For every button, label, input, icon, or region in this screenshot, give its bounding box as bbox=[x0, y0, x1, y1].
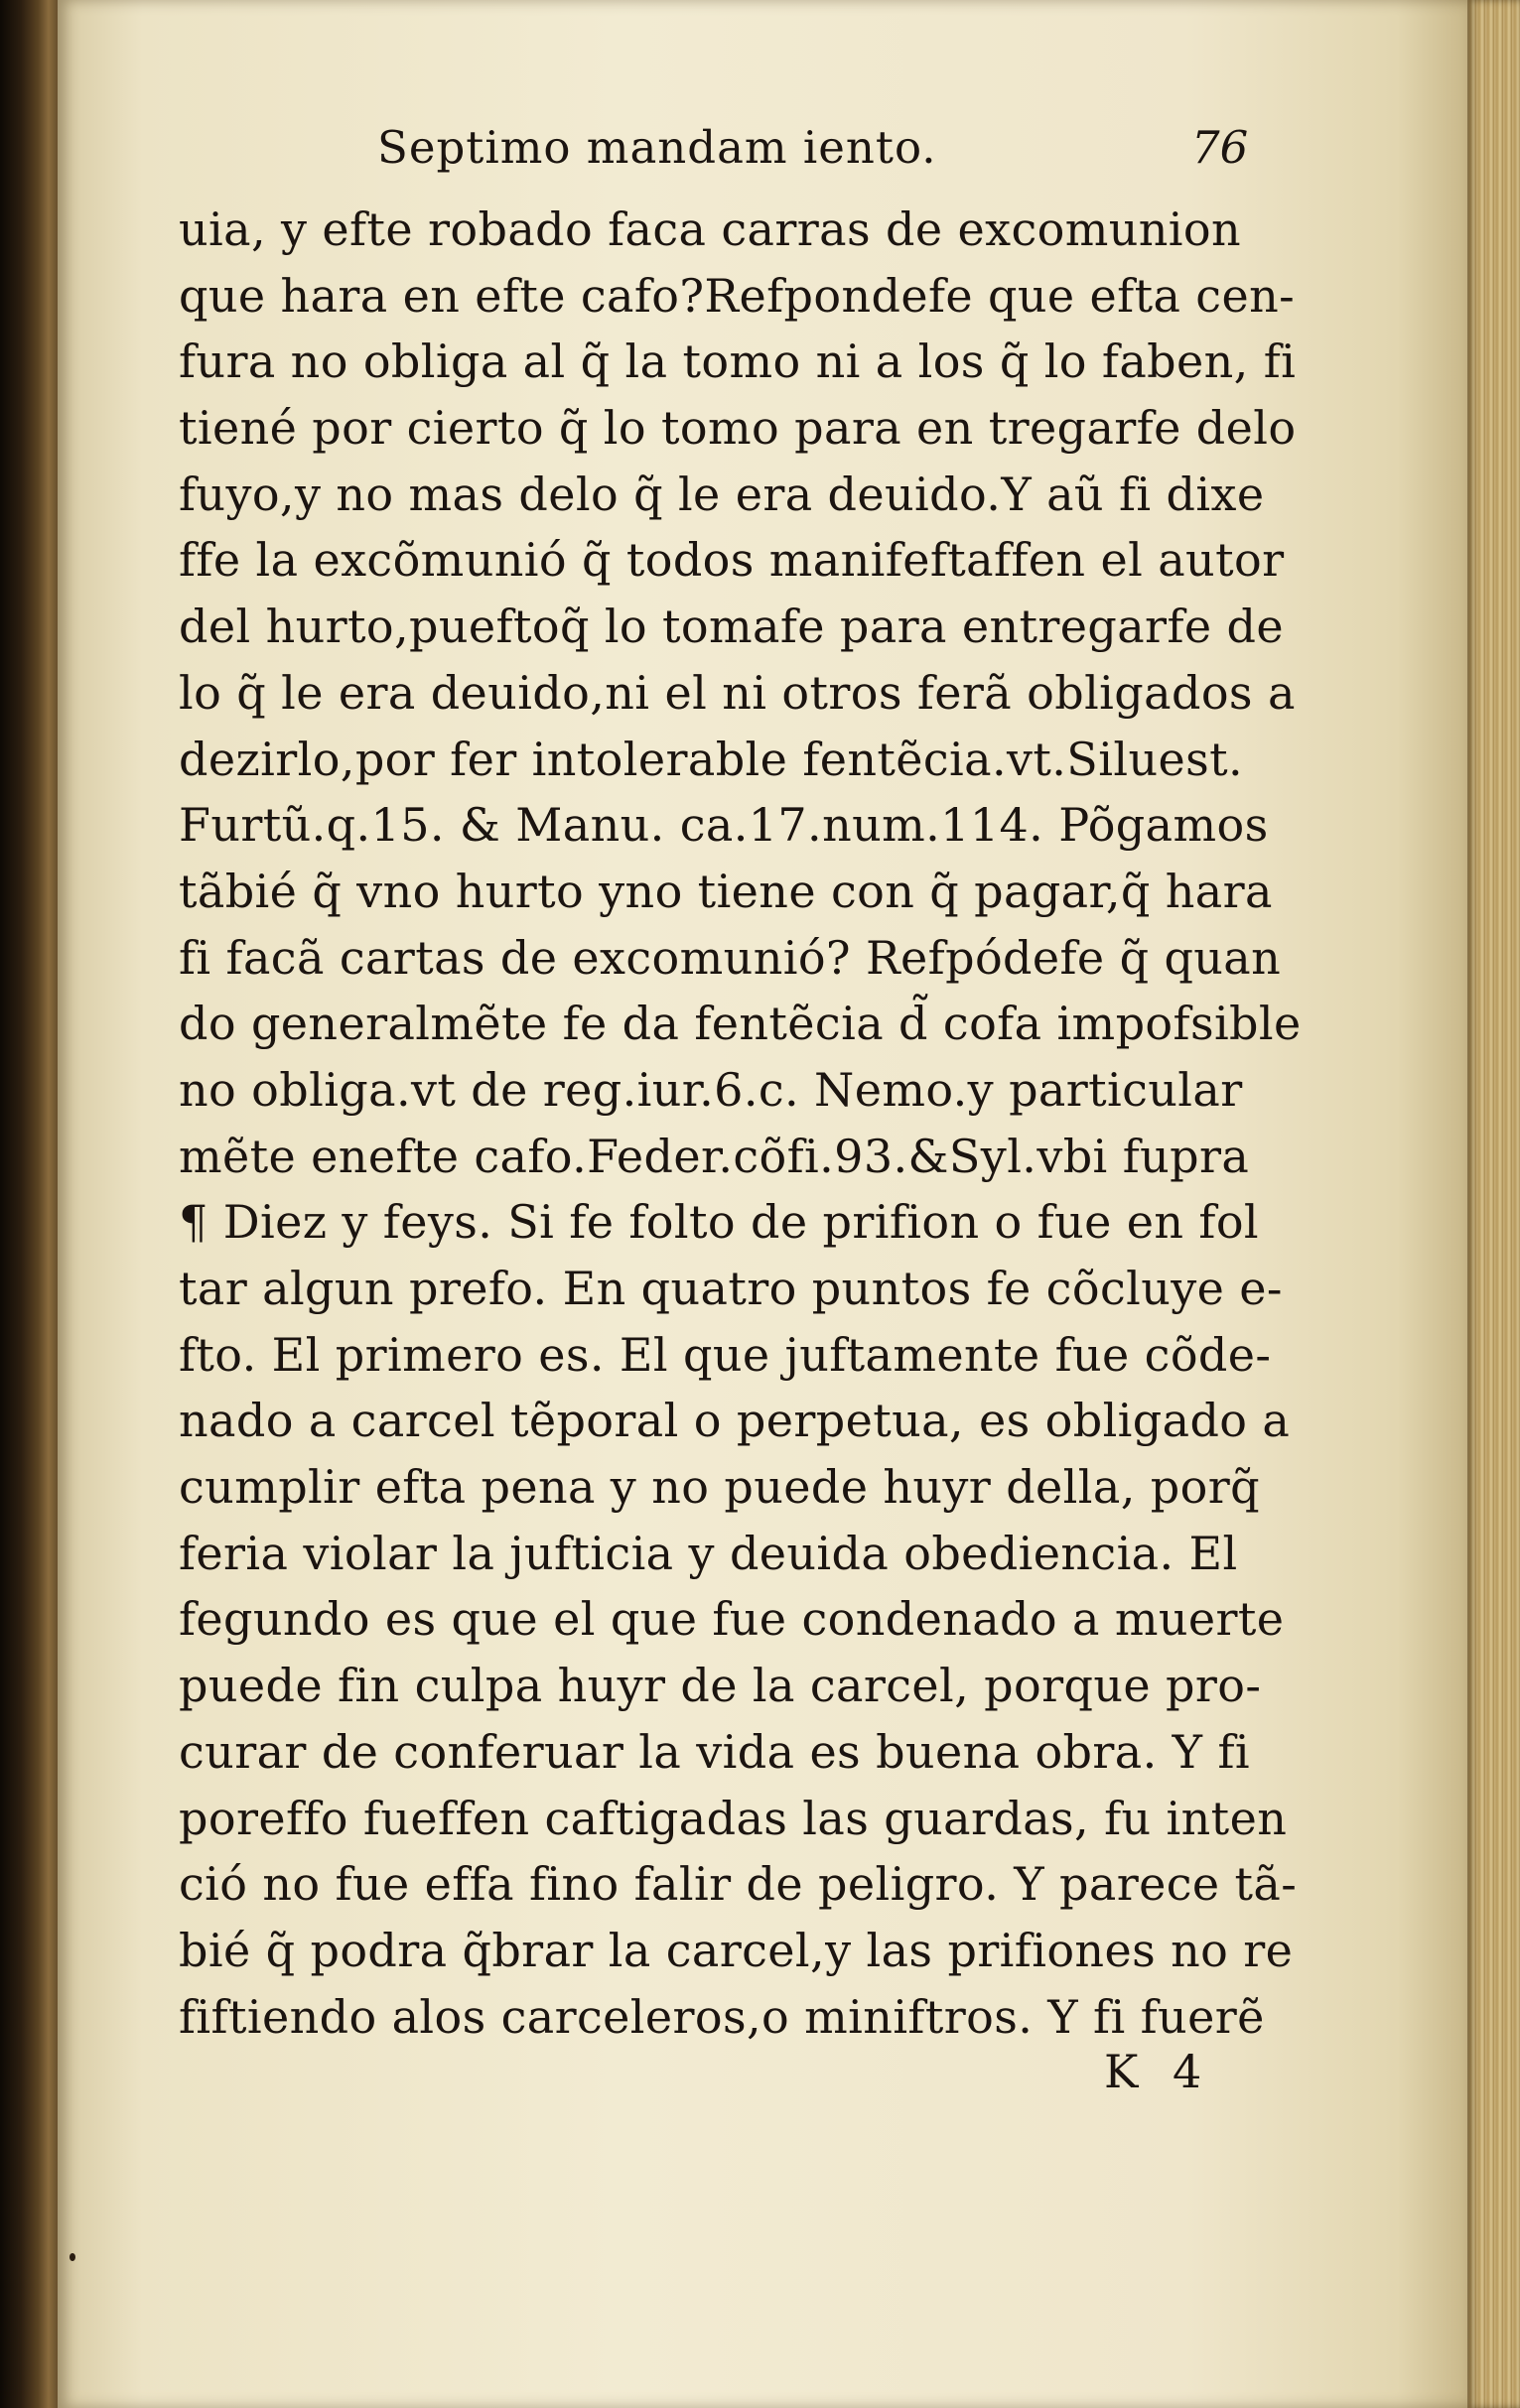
page-edges bbox=[1467, 0, 1520, 2408]
body-text bbox=[179, 197, 1330, 2050]
text-line: del hurto,pueftoq̃ lo tomafe para entregarfe de bbox=[179, 600, 1284, 654]
text-line: no obliga.vt de reg.iur.6.c. Nemo.y particular bbox=[179, 1062, 1243, 1117]
text-line: puede fin culpa huyr de la carcel, porque pro- bbox=[179, 1659, 1262, 1713]
text-line: Furtũ.q.15. & Manu. ca.17.num.114. Põgamos bbox=[179, 798, 1269, 853]
text-line: fiftiendo alos carceleros,o miniftros. Y fi fuerẽ bbox=[179, 1989, 1265, 2044]
text-line: fto. El primero es. El que juftamente fue cõde- bbox=[179, 1327, 1272, 1382]
text-line: lo q̃ le era deuido,ni el ni otros ferã obligados a bbox=[179, 665, 1296, 720]
text-line: fuyo,y no mas delo q̃ le era deuido.Y aũ fi dixe bbox=[179, 467, 1265, 521]
text-line: fegundo es que el que fue condenado a muerte bbox=[179, 1592, 1285, 1647]
text-line: bié q̃ podra q̃brar la carcel,y las prifiones no re bbox=[179, 1923, 1294, 1977]
text-line: tiené por cierto q̃ lo tomo para en tregarfe delo bbox=[179, 401, 1297, 456]
folio-number: 76 bbox=[1191, 121, 1249, 174]
text-line: tar algun prefo. En quatro puntos fe cõcluye e- bbox=[179, 1262, 1283, 1315]
text-line: do generalmẽte fe da fentẽcia d̃ cofa impofsible bbox=[179, 997, 1302, 1051]
text-line: feria violar la jufticia y deuida obediencia. El bbox=[179, 1526, 1238, 1580]
running-head: Septimo mandam iento. bbox=[377, 121, 937, 174]
text-line: curar de conferuar la vida es buena obra. Y fi bbox=[179, 1724, 1250, 1779]
text-line: dezirlo,por fer intolerable fentẽcia.vt.Siluest. bbox=[179, 732, 1244, 786]
text-line: ció no fue effa fino falir de peligro. Y parece tã- bbox=[179, 1857, 1298, 1912]
text-line: cumplir efta pena y no puede huyr della, porq̃ bbox=[179, 1460, 1260, 1515]
text-line: poreffo fueffen caftigadas las guardas, fu inten bbox=[179, 1791, 1288, 1845]
text-line: ¶ Diez y feys. Si fe folto de prifion o fue en fol bbox=[179, 1195, 1260, 1250]
text-line: mẽte enefte cafo.Feder.cõfi.93.&Syl.vbi fupra bbox=[179, 1129, 1250, 1183]
text-line: fura no obliga al q̃ la tomo ni a los q̃ lo faben, fi bbox=[179, 334, 1297, 389]
text-line: tãbié q̃ vno hurto yno tiene con q̃ pagar,q̃ hara bbox=[179, 864, 1273, 918]
signature-mark: K 4 bbox=[1104, 2045, 1212, 2098]
text-line: nado a carcel tẽporal o perpetua, es obligado a bbox=[179, 1394, 1291, 1448]
text-line: fi facã cartas de excomunió? Refpódefe q̃ quan bbox=[179, 930, 1282, 985]
page-content bbox=[139, 0, 1350, 2408]
text-line: ffe la excõmunió q̃ todos manifeftaffen el autor bbox=[179, 533, 1285, 588]
text-line: que hara en efte cafo?Refpondefe que efta cen- bbox=[179, 268, 1296, 323]
ink-speck bbox=[69, 2253, 75, 2261]
text-line: uia, y efte robado faca carras de excomunion bbox=[179, 202, 1242, 256]
